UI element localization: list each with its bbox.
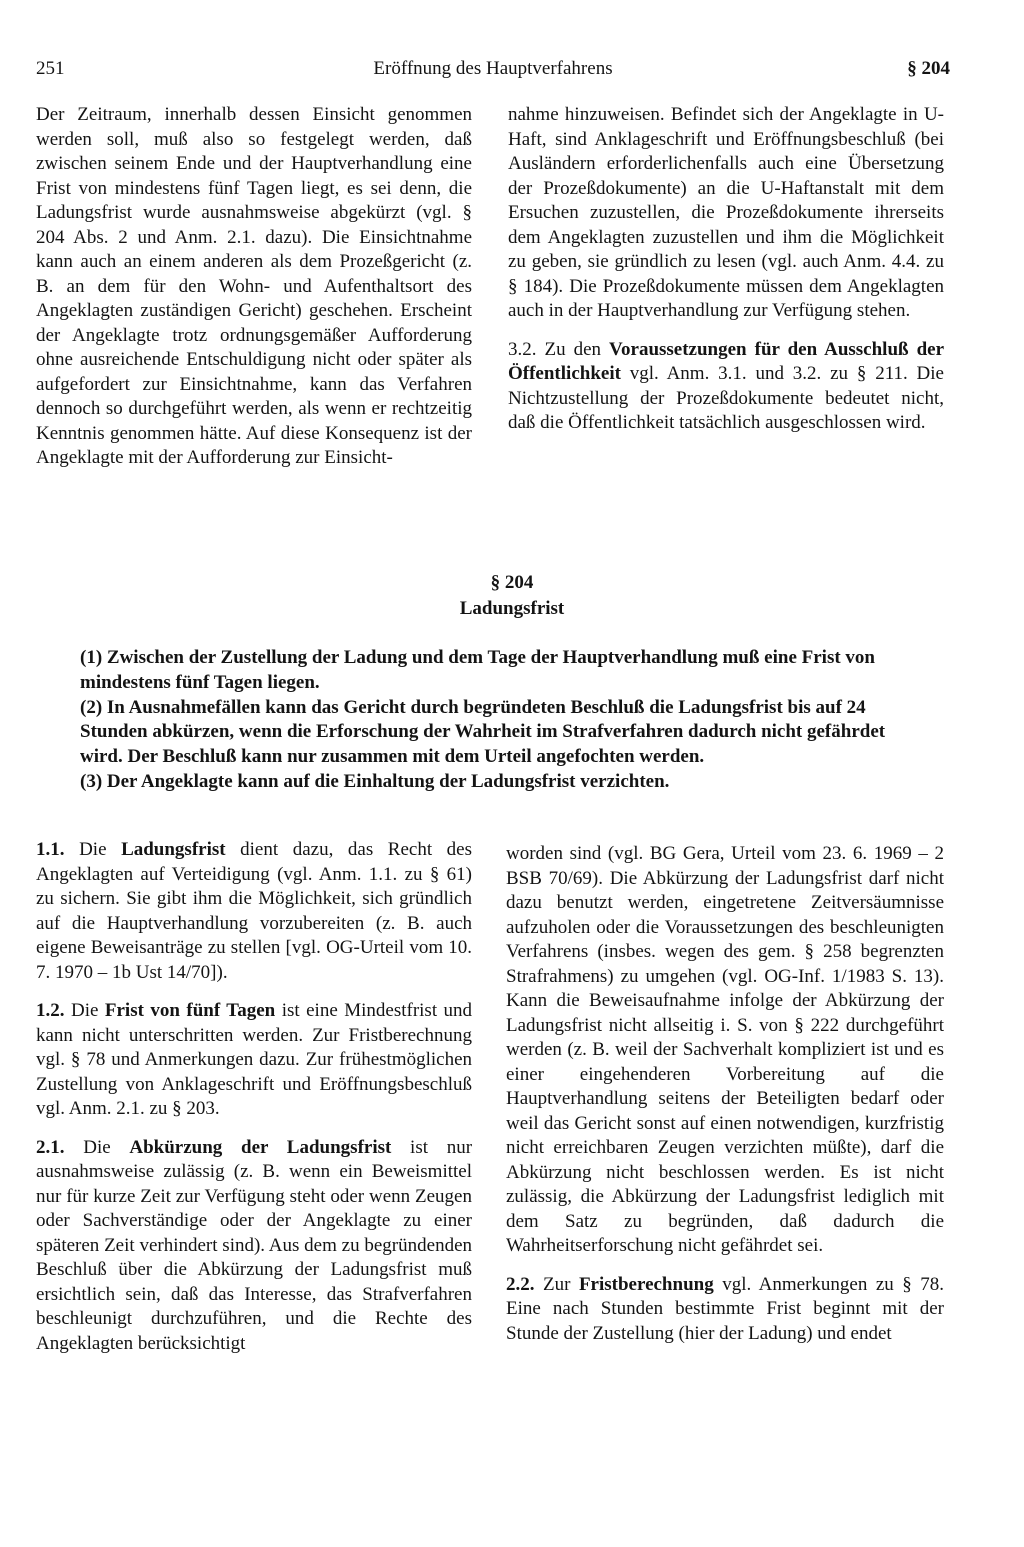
annotation-3-2: 3.2. Zu den Voraussetzungen für den Ausschluß der Öffentlichkeit vgl. Anm. 3.1. und 3.2. zu § 211. Die Nichtzustellung der Prozeßdokumente bedeutet nicht, daß die Öffentlichkeit tatsächlich ausgeschlossen wird. [508,338,945,433]
law-section-number: § 204 [490,572,534,593]
annotation-2-2: 2.2. Zur Fristberechnung vgl. Anmerkungen zu § 78. Eine nach Stunden bestimmte Frist beginnt mit der Stunde der Zustellung (hier der Ladung) und endet [506,1273,945,1344]
chapter-title: Eröffnung des Hauptverfahrens [373,58,613,79]
top-left-column [36,103,472,471]
key-term: Fristberechnung [578,1273,714,1295]
paragraph: worden sind (vgl. BG Gera, Urteil vom 23. 6. 1969 – 2 BSB 70/69). Die Abkürzung der Ladungsfrist darf nicht dazu benutzt werden, eingetretene Zeitversäumnisse aufzuholen oder die Voraussetzungen des beschleunigten Verfahrens (insbes. wegen des gem. § 258 begrenzten Strafrahmens) zu umgehen (vgl. OG-Inf. 1/1983 S. 13). Kann die Beweisaufnahme infolge der Abkürzung der Ladungsfrist nicht allseitig i. S. von § 222 durchgeführt werden (z. B. weil der Sachverhalt kompliziert ist und es einer eingehenderen Vorbereitung auf die Hauptverhandlung seitens der Beteiligten bedarf oder weil das Gericht sonst auf einen notwendigen, kurzfristig nicht erreichbaren Zeugen verzichten müßte), darf die Abkürzung nicht beschlossen werden. Es ist nicht zulässig, die Abkürzung der Ladungsfrist lediglich mit dem Satz zu begründen, daß dadurch die Wahrheitserforschung nicht gefährdet sei. [506,843,944,1256]
annotation-number: 3.2. [508,338,537,360]
annotation-number: 2.2. [506,1273,535,1295]
annotation-1-2: 1.2. Die Frist von fünf Tagen ist eine Mindestfrist und kann nicht unterschritten werden. Zur Fristberechnung vgl. § 78 und Anmerkungen dazu. Zur frühestmöglichen Zustellung von Anklageschrift und Eröffnungsbeschluß vgl. Anm. 2.1. zu § 203. [36,1000,473,1119]
page-number: 251 [36,58,65,79]
annotation-number: 1.1. [36,839,65,860]
paragraph: Der Zeitraum, innerhalb dessen Einsicht genommen werden soll, muß also so festgelegt werden, daß zwischen seinem Ende und der Hauptverhandlung eine Frist von mindestens fünf Tagen liegt, es sei denn, die Ladungsfrist wurde ausnahmsweise abgekürzt (vgl. § 204 Abs. 2 und Anm. 2.1. dazu). Die Einsichtnahme kann auch an einem anderen als dem Prozeßgericht (z. B. an dem für den Wohn- und Aufenthaltsort des Angeklagten zuständigen Gericht) geschehen. Erscheint der Angeklagte trotz ordnungsgemäßer Aufforderung ohne ausreichende Entschuldigung nicht oder später als aufgefordert zur Einsichtnahme, kann das Verfahren dennoch so durchgeführt werden, als wenn er rechtzeitig Kenntnis genommen hätte. Auf diese Konsequenz ist der Angeklagte mit der Aufforderung zur Einsicht- [36,104,472,468]
law-text [80,646,896,795]
bottom-left-column [36,838,472,1356]
annotation-2-1: 2.1. Die Abkürzung der Ladungsfrist ist nur ausnahmsweise zulässig (z. B. wenn ein Beweismittel nur für kurze Zeit zur Verfügung steht oder wenn Zeugen oder Sachverständige oder der Angeklagte zu einer späteren Zeit verhindert sind). Aus dem zu begründenden Beschluß über die Abkürzung der Ladungsfrist muß ersichtlich sein, daß das Interesse, das Strafverfahren beschleunigt durchzuführen, und die Rechte des Angeklagten berücksichtigt [36,1136,473,1354]
annotation-number: 2.1. [36,1136,65,1158]
annotation-number: 1.2. [36,1000,65,1021]
running-header [36,58,950,84]
key-term: Frist von fünf Tagen [104,1000,276,1021]
paragraph: nahme hinzuweisen. Befindet sich der Angeklagte in U-Haft, sind Anklageschrift und Eröffnungsbeschluß (bei Ausländern erforderlichenfalls auch eine Übersetzung der Prozeßdokumente) an die U-Haftanstalt mit dem Ersuchen zuzustellen, die Prozeßdokumente ihrerseits dem Angeklagten zuzustellen und ihm die Möglichkeit zu geben, sie gründlich zu lesen (vgl. auch Anm. 4.4. zu § 184). Die Prozeßdokumente müssen dem Angeklagten auch in der Hauptverhandlung zur Verfügung stehen. [508,104,944,321]
law-paragraph: (3) Der Angeklagte kann auf die Einhaltung der Ladungsfrist verzichten. [80,770,670,792]
annotation-1-1: 1.1. Die Ladungsfrist dient dazu, das Recht des Angeklagten auf Verteidigung (vgl. Anm. 1.1. zu § 61) zu sichern. Sie gibt ihm die Möglichkeit, sich gründlich auf die Hauptverhandlung vorzubereiten (z. B. auch eigene Beweisanträge zu stellen [vgl. OG-Urteil vom 10. 7. 1970 – 1b Ust 14/70]). [36,839,472,983]
bottom-right-column [506,842,944,1346]
key-term: Voraussetzungen für den Ausschluß der Öffentlichkeit [508,338,945,384]
law-paragraph: (1) Zwischen der Zustellung der Ladung und dem Tage der Hauptverhandlung muß eine Frist von mindestens fünf Tagen liegen. [80,647,875,693]
law-section-title: Ladungsfrist [459,598,565,619]
key-term: Ladungsfrist [121,839,226,860]
law-paragraph: (2) In Ausnahmefällen kann das Gericht durch begründeten Beschluß die Ladungsfrist bis auf 24 Stunden abkürzen, wenn die Erforschung der Wahrheit im Strafverfahren dadurch nicht gefährdet wird. Der Beschluß kann nur zusammen mit dem Urteil angefochten werden. [80,696,886,768]
key-term: Abkürzung der Ladungsfrist [129,1136,392,1158]
section-marker: § 204 [907,58,950,79]
top-right-column [508,103,944,436]
